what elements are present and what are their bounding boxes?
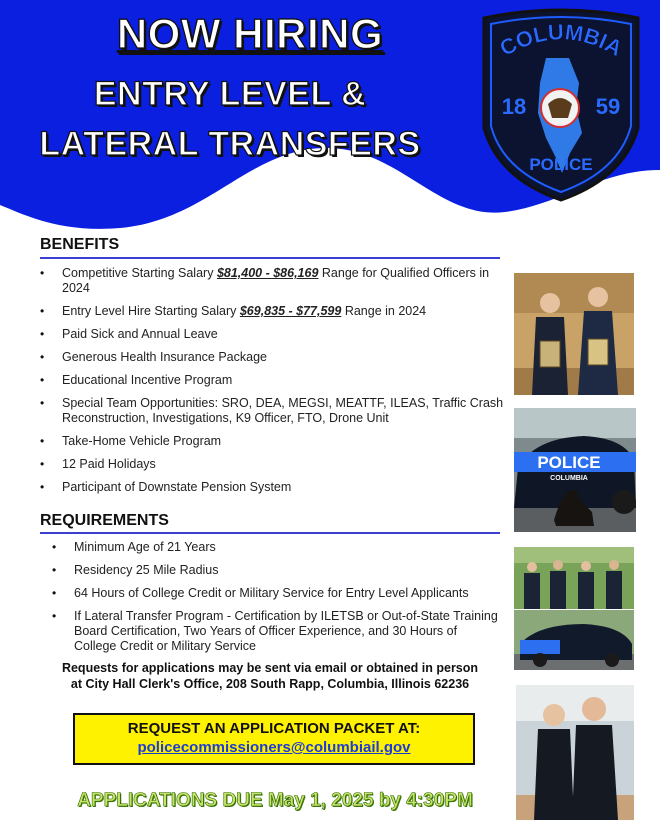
- headline-now-hiring: NOW HIRING: [116, 10, 384, 57]
- svg-text:COLUMBIA: COLUMBIA: [495, 19, 627, 62]
- application-email-link[interactable]: policecommissioners@columbiail.gov: [137, 739, 411, 756]
- requirements-heading: REQUIREMENTS: [40, 512, 169, 529]
- svg-text:59: 59: [595, 94, 621, 119]
- headline-lateral-transfers: LATERAL TRANSFERS: [39, 125, 421, 163]
- photo-police-car-k9: [514, 408, 636, 532]
- headline-entry-level: ENTRY LEVEL &: [93, 75, 367, 113]
- photo-officers-plaques: [514, 273, 634, 395]
- svg-text:COLUMBIA: COLUMBIA: [550, 475, 588, 482]
- requirements-list: [52, 540, 502, 662]
- benefits-divider: [40, 257, 500, 259]
- request-line-2: at City Hall Clerk's Office, 208 South Rapp, Columbia, Illinois 62236: [70, 677, 470, 691]
- benefit-item: • Paid Sick and Annual Leave: [40, 327, 505, 342]
- application-request-info: [30, 660, 510, 692]
- svg-text:18: 18: [501, 94, 527, 119]
- benefit-item: • Generous Health Insurance Package: [40, 350, 505, 365]
- requirement-item: • Minimum Age of 21 Years: [52, 540, 502, 555]
- benefits-heading: BENEFITS: [40, 236, 120, 253]
- svg-text:POLICE: POLICE: [537, 453, 601, 472]
- requirement-item: • Residency 25 Mile Radius: [52, 563, 502, 578]
- benefit-item: • Take-Home Vehicle Program: [40, 434, 505, 449]
- benefit-item: • Educational Incentive Program: [40, 373, 505, 388]
- benefits-list: [40, 266, 505, 503]
- application-packet-title: REQUEST AN APPLICATION PACKET AT:: [127, 720, 421, 737]
- request-line-1: Requests for applications may be sent via email or obtained in person: [61, 661, 479, 675]
- columbia-police-badge-logo: [474, 8, 648, 204]
- photo-officers-gym: [516, 685, 634, 820]
- photo-officers-group: [514, 547, 634, 609]
- benefit-item: • Special Team Opportunities: SRO, DEA, MEGSI, MEATTF, ILEAS, Traffic Crash Reconstruction, Investigations, K9 Officer, FTO, Drone Unit: [40, 396, 505, 426]
- photo-patrol-car: [514, 610, 634, 670]
- benefit-item: • Participant of Downstate Pension System: [40, 480, 505, 495]
- applications-deadline: APPLICATIONS DUE May 1, 2025 by 4:30PM: [77, 790, 473, 811]
- svg-text:POLICE: POLICE: [529, 155, 593, 174]
- application-packet-box: [73, 713, 475, 765]
- benefit-item-salary-entry: • Entry Level Hire Starting Salary $69,835 - $77,599 Range in 2024: [40, 304, 505, 319]
- requirement-item: • If Lateral Transfer Program - Certification by ILETSB or Out-of-State Training Board Certification, Two Years of Officer Experience, and 30 Hours of College Credit or Military Service: [52, 609, 502, 654]
- benefit-item: • 12 Paid Holidays: [40, 457, 505, 472]
- requirement-item: • 64 Hours of College Credit or Military Service for Entry Level Applicants: [52, 586, 502, 601]
- benefit-item-salary-qualified: • Competitive Starting Salary $81,400 - $86,169 Range for Qualified Officers in 2024: [40, 266, 505, 296]
- requirements-divider: [40, 532, 500, 534]
